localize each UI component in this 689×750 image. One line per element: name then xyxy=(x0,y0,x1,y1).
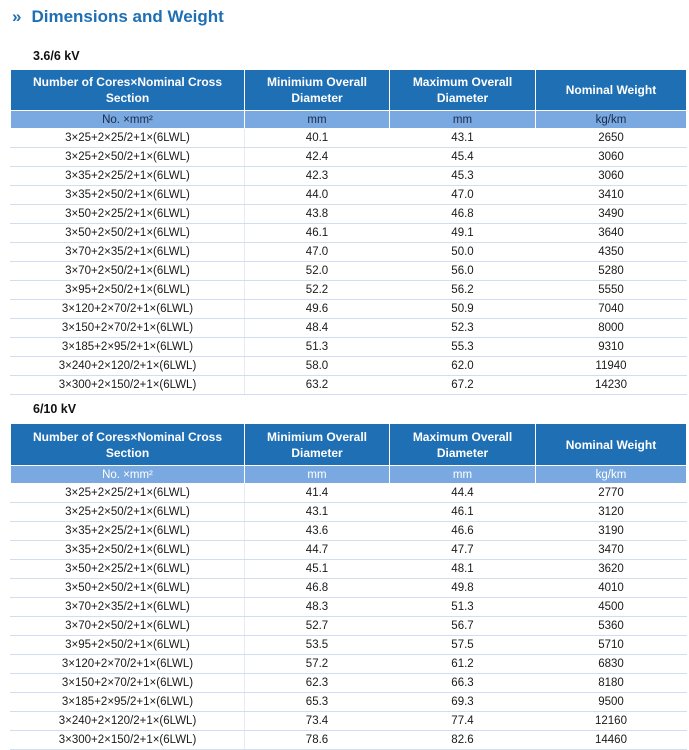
cell-min-diameter: 42.3 xyxy=(245,167,390,186)
table-row xyxy=(11,655,687,674)
cell-min-diameter: 48.4 xyxy=(245,319,390,338)
header-cores: Number of Cores×Nominal Cross Section xyxy=(11,424,245,466)
cell-weight: 3060 xyxy=(536,148,687,167)
cell-cores: 3×35+2×25/2+1×(6LWL) xyxy=(11,522,245,541)
cell-max-diameter: 69.3 xyxy=(390,693,536,712)
cell-max-diameter: 50.0 xyxy=(390,243,536,262)
cell-cores: 3×70+2×50/2+1×(6LWL) xyxy=(11,262,245,281)
cell-max-diameter: 82.6 xyxy=(390,731,536,750)
cell-min-diameter: 43.8 xyxy=(245,205,390,224)
table-row xyxy=(11,503,687,522)
cell-max-diameter: 62.0 xyxy=(390,357,536,376)
cell-min-diameter: 43.6 xyxy=(245,522,390,541)
cell-weight: 3410 xyxy=(536,186,687,205)
cell-min-diameter: 44.7 xyxy=(245,541,390,560)
cell-cores: 3×35+2×25/2+1×(6LWL) xyxy=(11,167,245,186)
cell-max-diameter: 46.6 xyxy=(390,522,536,541)
table-row xyxy=(11,636,687,655)
cell-max-diameter: 44.4 xyxy=(390,484,536,503)
voltage-title-2: 6/10 kV xyxy=(33,402,77,416)
table-row xyxy=(11,281,687,300)
cell-min-diameter: 53.5 xyxy=(245,636,390,655)
cell-cores: 3×240+2×120/2+1×(6LWL) xyxy=(11,712,245,731)
cell-max-diameter: 48.1 xyxy=(390,560,536,579)
cell-weight: 3190 xyxy=(536,522,687,541)
cell-weight: 2770 xyxy=(536,484,687,503)
cell-weight: 3640 xyxy=(536,224,687,243)
header-cores: Number of Cores×Nominal Cross Section xyxy=(11,70,245,111)
cell-weight: 4500 xyxy=(536,598,687,617)
cell-cores: 3×150+2×70/2+1×(6LWL) xyxy=(11,674,245,693)
table-header-row xyxy=(11,424,687,466)
cell-cores: 3×50+2×25/2+1×(6LWL) xyxy=(11,205,245,224)
cell-weight: 2650 xyxy=(536,129,687,148)
cell-cores: 3×70+2×35/2+1×(6LWL) xyxy=(11,243,245,262)
cell-weight: 3120 xyxy=(536,503,687,522)
cell-weight: 6830 xyxy=(536,655,687,674)
cell-weight: 5710 xyxy=(536,636,687,655)
table-row xyxy=(11,186,687,205)
cell-max-diameter: 50.9 xyxy=(390,300,536,319)
cell-max-diameter: 46.8 xyxy=(390,205,536,224)
cell-weight: 4010 xyxy=(536,579,687,598)
table-body-1 xyxy=(11,129,687,395)
cell-min-diameter: 78.6 xyxy=(245,731,390,750)
cell-cores: 3×25+2×50/2+1×(6LWL) xyxy=(11,503,245,522)
cell-min-diameter: 52.0 xyxy=(245,262,390,281)
header-weight: Nominal Weight xyxy=(536,424,687,466)
table-row xyxy=(11,129,687,148)
cell-weight: 12160 xyxy=(536,712,687,731)
unit-max-diameter: mm xyxy=(390,111,536,129)
table-row xyxy=(11,224,687,243)
table-row xyxy=(11,579,687,598)
cell-min-diameter: 52.2 xyxy=(245,281,390,300)
cell-cores: 3×120+2×70/2+1×(6LWL) xyxy=(11,655,245,674)
cell-cores: 3×35+2×50/2+1×(6LWL) xyxy=(11,541,245,560)
cell-max-diameter: 49.8 xyxy=(390,579,536,598)
cell-min-diameter: 43.1 xyxy=(245,503,390,522)
cell-min-diameter: 40.1 xyxy=(245,129,390,148)
cell-cores: 3×300+2×150/2+1×(6LWL) xyxy=(11,731,245,750)
cell-max-diameter: 49.1 xyxy=(390,224,536,243)
cell-weight: 3620 xyxy=(536,560,687,579)
cell-weight: 5280 xyxy=(536,262,687,281)
cell-cores: 3×185+2×95/2+1×(6LWL) xyxy=(11,338,245,357)
cell-cores: 3×150+2×70/2+1×(6LWL) xyxy=(11,319,245,338)
cell-cores: 3×35+2×50/2+1×(6LWL) xyxy=(11,186,245,205)
double-chevron-icon: » xyxy=(12,7,22,26)
cell-cores: 3×50+2×50/2+1×(6LWL) xyxy=(11,579,245,598)
unit-min-diameter: mm xyxy=(245,466,390,484)
cell-cores: 3×120+2×70/2+1×(6LWL) xyxy=(11,300,245,319)
header-max-diameter: Maximum Overall Diameter xyxy=(390,70,536,111)
cell-weight: 3470 xyxy=(536,541,687,560)
unit-weight: kg/km xyxy=(536,466,687,484)
page-title-text: Dimensions and Weight xyxy=(31,7,224,26)
cell-weight: 14230 xyxy=(536,376,687,395)
unit-cores: No. ×mm² xyxy=(11,111,245,129)
table-row xyxy=(11,148,687,167)
cell-weight: 9310 xyxy=(536,338,687,357)
cell-weight: 5360 xyxy=(536,617,687,636)
cell-cores: 3×70+2×35/2+1×(6LWL) xyxy=(11,598,245,617)
cell-min-diameter: 73.4 xyxy=(245,712,390,731)
cell-weight: 3060 xyxy=(536,167,687,186)
cell-cores: 3×95+2×50/2+1×(6LWL) xyxy=(11,636,245,655)
cell-max-diameter: 47.7 xyxy=(390,541,536,560)
table-row xyxy=(11,338,687,357)
cell-min-diameter: 63.2 xyxy=(245,376,390,395)
header-min-diameter: Minimium Overall Diameter xyxy=(245,424,390,466)
cell-cores: 3×25+2×25/2+1×(6LWL) xyxy=(11,484,245,503)
cell-weight: 14460 xyxy=(536,731,687,750)
cell-min-diameter: 52.7 xyxy=(245,617,390,636)
cell-min-diameter: 57.2 xyxy=(245,655,390,674)
cell-max-diameter: 56.7 xyxy=(390,617,536,636)
cell-cores: 3×25+2×25/2+1×(6LWL) xyxy=(11,129,245,148)
cell-min-diameter: 42.4 xyxy=(245,148,390,167)
cell-weight: 8180 xyxy=(536,674,687,693)
table-row xyxy=(11,674,687,693)
table-row xyxy=(11,319,687,338)
cell-max-diameter: 56.2 xyxy=(390,281,536,300)
table-body-2 xyxy=(11,484,687,750)
table-row xyxy=(11,731,687,750)
table-row xyxy=(11,376,687,395)
cell-min-diameter: 41.4 xyxy=(245,484,390,503)
cell-max-diameter: 55.3 xyxy=(390,338,536,357)
cell-weight: 11940 xyxy=(536,357,687,376)
units-row xyxy=(11,111,687,129)
table-row xyxy=(11,598,687,617)
cell-cores: 3×70+2×50/2+1×(6LWL) xyxy=(11,617,245,636)
cell-max-diameter: 52.3 xyxy=(390,319,536,338)
cell-cores: 3×185+2×95/2+1×(6LWL) xyxy=(11,693,245,712)
cell-min-diameter: 45.1 xyxy=(245,560,390,579)
cell-max-diameter: 66.3 xyxy=(390,674,536,693)
cell-max-diameter: 67.2 xyxy=(390,376,536,395)
cell-max-diameter: 45.4 xyxy=(390,148,536,167)
table-row xyxy=(11,541,687,560)
page-title xyxy=(12,4,224,30)
header-min-diameter: Minimium Overall Diameter xyxy=(245,70,390,111)
cell-max-diameter: 77.4 xyxy=(390,712,536,731)
table-row xyxy=(11,484,687,503)
dimensions-table-1 xyxy=(10,69,687,395)
cell-min-diameter: 44.0 xyxy=(245,186,390,205)
table-row xyxy=(11,357,687,376)
header-max-diameter: Maximum Overall Diameter xyxy=(390,424,536,466)
cell-min-diameter: 65.3 xyxy=(245,693,390,712)
cell-max-diameter: 61.2 xyxy=(390,655,536,674)
units-row xyxy=(11,466,687,484)
unit-cores: No. ×mm² xyxy=(11,466,245,484)
cell-weight: 8000 xyxy=(536,319,687,338)
cell-cores: 3×300+2×150/2+1×(6LWL) xyxy=(11,376,245,395)
table-row xyxy=(11,617,687,636)
table-row xyxy=(11,167,687,186)
cell-min-diameter: 47.0 xyxy=(245,243,390,262)
dimensions-table-2 xyxy=(10,423,687,750)
table-header-row xyxy=(11,70,687,111)
unit-min-diameter: mm xyxy=(245,111,390,129)
table-row xyxy=(11,712,687,731)
header-weight: Nominal Weight xyxy=(536,70,687,111)
cell-cores: 3×240+2×120/2+1×(6LWL) xyxy=(11,357,245,376)
cell-weight: 3490 xyxy=(536,205,687,224)
table-row xyxy=(11,693,687,712)
cell-min-diameter: 51.3 xyxy=(245,338,390,357)
table-row xyxy=(11,205,687,224)
cell-cores: 3×25+2×50/2+1×(6LWL) xyxy=(11,148,245,167)
table-row xyxy=(11,522,687,541)
cell-min-diameter: 58.0 xyxy=(245,357,390,376)
cell-weight: 4350 xyxy=(536,243,687,262)
cell-min-diameter: 49.6 xyxy=(245,300,390,319)
cell-cores: 3×50+2×25/2+1×(6LWL) xyxy=(11,560,245,579)
cell-weight: 9500 xyxy=(536,693,687,712)
cell-min-diameter: 46.8 xyxy=(245,579,390,598)
table-row xyxy=(11,300,687,319)
table-row xyxy=(11,560,687,579)
cell-weight: 7040 xyxy=(536,300,687,319)
cell-max-diameter: 45.3 xyxy=(390,167,536,186)
cell-min-diameter: 46.1 xyxy=(245,224,390,243)
cell-min-diameter: 48.3 xyxy=(245,598,390,617)
unit-weight: kg/km xyxy=(536,111,687,129)
cell-cores: 3×50+2×50/2+1×(6LWL) xyxy=(11,224,245,243)
cell-max-diameter: 47.0 xyxy=(390,186,536,205)
table-row xyxy=(11,262,687,281)
table-row xyxy=(11,243,687,262)
cell-max-diameter: 56.0 xyxy=(390,262,536,281)
cell-max-diameter: 51.3 xyxy=(390,598,536,617)
cell-max-diameter: 43.1 xyxy=(390,129,536,148)
unit-max-diameter: mm xyxy=(390,466,536,484)
cell-max-diameter: 57.5 xyxy=(390,636,536,655)
cell-cores: 3×95+2×50/2+1×(6LWL) xyxy=(11,281,245,300)
voltage-title-1: 3.6/6 kV xyxy=(33,49,80,63)
cell-weight: 5550 xyxy=(536,281,687,300)
cell-max-diameter: 46.1 xyxy=(390,503,536,522)
cell-min-diameter: 62.3 xyxy=(245,674,390,693)
